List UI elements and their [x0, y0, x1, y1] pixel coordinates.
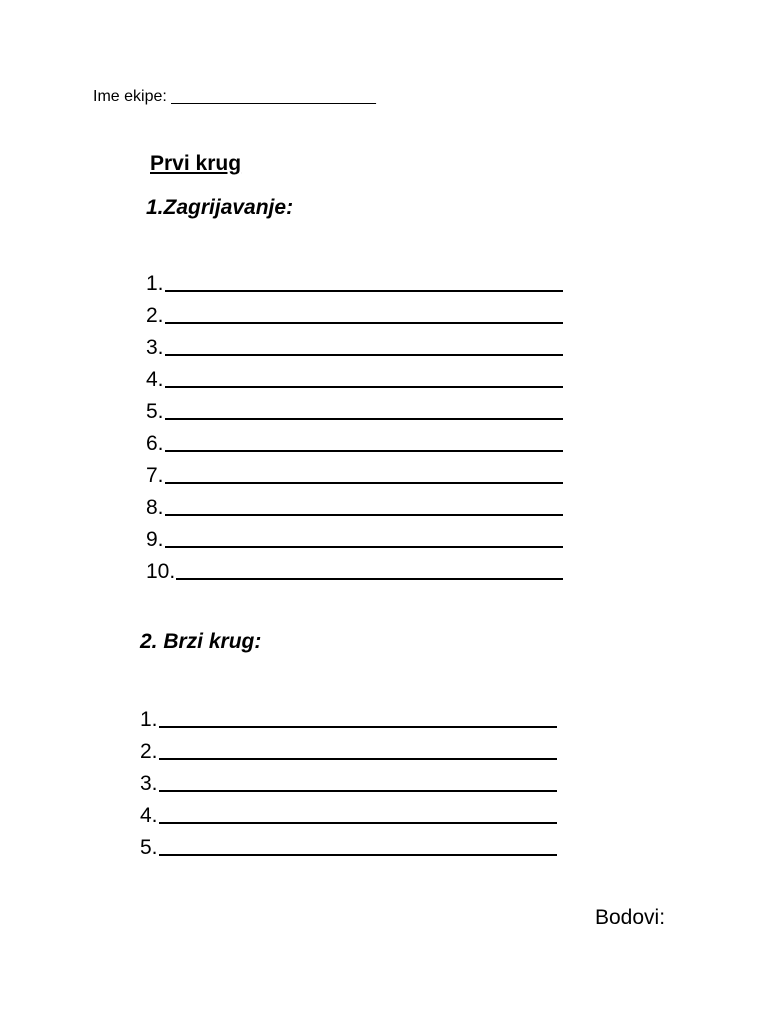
answer-number: 4. — [146, 368, 164, 391]
answer-number: 10. — [146, 560, 176, 583]
answer-blank-line — [165, 481, 563, 484]
answer-blank-line — [165, 417, 563, 420]
answer-number: 5. — [146, 400, 164, 423]
answer-blank-line — [159, 821, 557, 824]
team-name-line: Ime ekipe: _______________________ — [93, 88, 376, 105]
answer-number: 4. — [140, 804, 158, 827]
answer-row — [146, 550, 563, 582]
answer-row — [140, 794, 557, 826]
answer-blank-line — [176, 577, 563, 580]
answer-row — [140, 762, 557, 794]
round-title: Prvi krug — [150, 152, 242, 175]
section-heading-speed-round: 2. Brzi krug: — [140, 630, 262, 653]
answer-row — [146, 518, 563, 550]
answer-row — [146, 390, 563, 422]
answer-number: 5. — [140, 836, 158, 859]
answer-row — [146, 454, 563, 486]
answer-blank-line — [159, 757, 557, 760]
answer-number: 2. — [146, 304, 164, 327]
answer-blank-line — [165, 321, 563, 324]
answer-row — [146, 326, 563, 358]
answer-number: 8. — [146, 496, 164, 519]
warmup-answer-list — [146, 262, 563, 582]
answer-blank-line — [165, 513, 563, 516]
answer-number: 9. — [146, 528, 164, 551]
answer-blank-line — [165, 449, 563, 452]
answer-row — [140, 826, 557, 858]
answer-blank-line — [165, 385, 563, 388]
answer-number: 6. — [146, 432, 164, 455]
answer-blank-line — [159, 853, 557, 856]
score-label: Bodovi: — [595, 906, 666, 929]
answer-row — [146, 486, 563, 518]
answer-number: 2. — [140, 740, 158, 763]
answer-blank-line — [159, 789, 557, 792]
answer-row — [140, 730, 557, 762]
answer-row — [146, 262, 563, 294]
answer-number: 3. — [140, 772, 158, 795]
speed-round-answer-list — [140, 698, 557, 858]
answer-row — [146, 358, 563, 390]
answer-blank-line — [159, 725, 557, 728]
answer-number: 1. — [140, 708, 158, 731]
answer-number: 1. — [146, 272, 164, 295]
answer-number: 7. — [146, 464, 164, 487]
answer-row — [146, 422, 563, 454]
answer-row — [146, 294, 563, 326]
answer-number: 3. — [146, 336, 164, 359]
answer-blank-line — [165, 545, 563, 548]
answer-blank-line — [165, 289, 563, 292]
answer-blank-line — [165, 353, 563, 356]
answer-row — [140, 698, 557, 730]
section-heading-warmup: 1.Zagrijavanje: — [146, 196, 294, 219]
